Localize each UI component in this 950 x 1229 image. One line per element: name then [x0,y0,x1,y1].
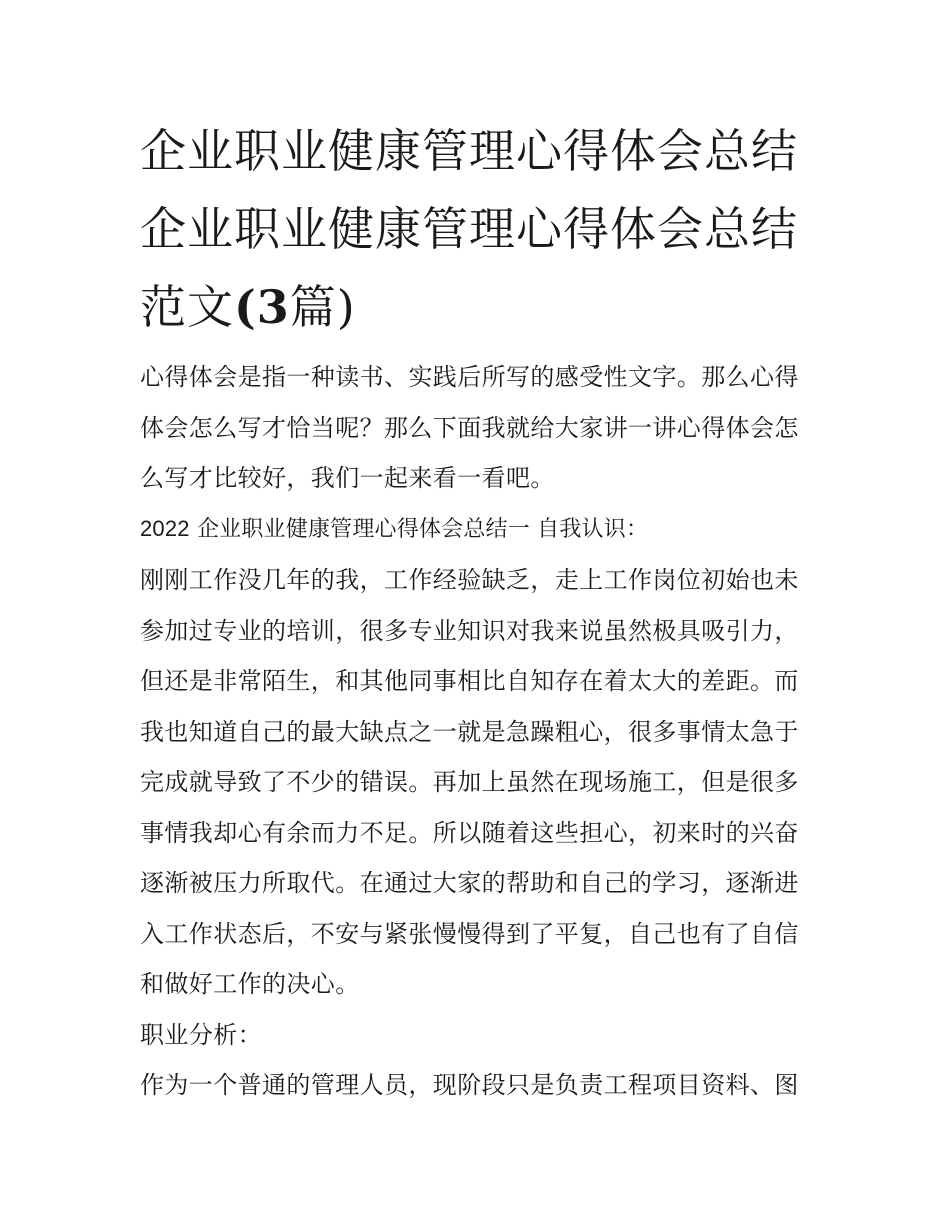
self-awareness-paragraph: 刚刚工作没几年的我，工作经验缺乏，走上工作岗位初始也未参加过专业的培训，很多专业知识对我来说虽然极具吸引力，但还是非常陌生，和其他同事相比自知存在着太大的差距。而我也知道自己的最大缺点之一就是急躁粗心，很多事情太急于完成就导致了不少的错误。再加上虽然在现场施工，但是很多事情我却心有余而力不足。所以随着这些担心，初来时的兴奋逐渐被压力所取代。在通过大家的帮助和自己的学习，逐渐进入工作状态后，不安与紧张慢慢得到了平复，自己也有了自信和做好工作的决心。 [140,566,799,998]
section-heading [140,504,820,556]
title-suffix: 篇) [289,280,356,334]
section-heading-text: 企业职业健康管理心得体会总结一 自我认识： [189,516,649,542]
title-text: 企业职业健康管理心得体会总结 企业职业健康管理心得体会总结范文 [140,124,798,334]
section-heading-year: 2022 [140,515,190,541]
document-body [140,352,820,1111]
career-analysis-heading: 职业分析： [140,1020,262,1049]
title-count: (3 [234,280,290,334]
document-title [140,112,820,346]
intro-paragraph: 心得体会是指一种读书、实践后所写的感受性文字。那么心得体会怎么写才恰当呢？那么下面我就给大家讲一讲心得体会怎么写才比较好，我们一起来看一看吧。 [140,363,799,492]
career-analysis-paragraph: 作为一个普通的管理人员，现阶段只是负责工程项目资料、图 [140,1071,799,1099]
